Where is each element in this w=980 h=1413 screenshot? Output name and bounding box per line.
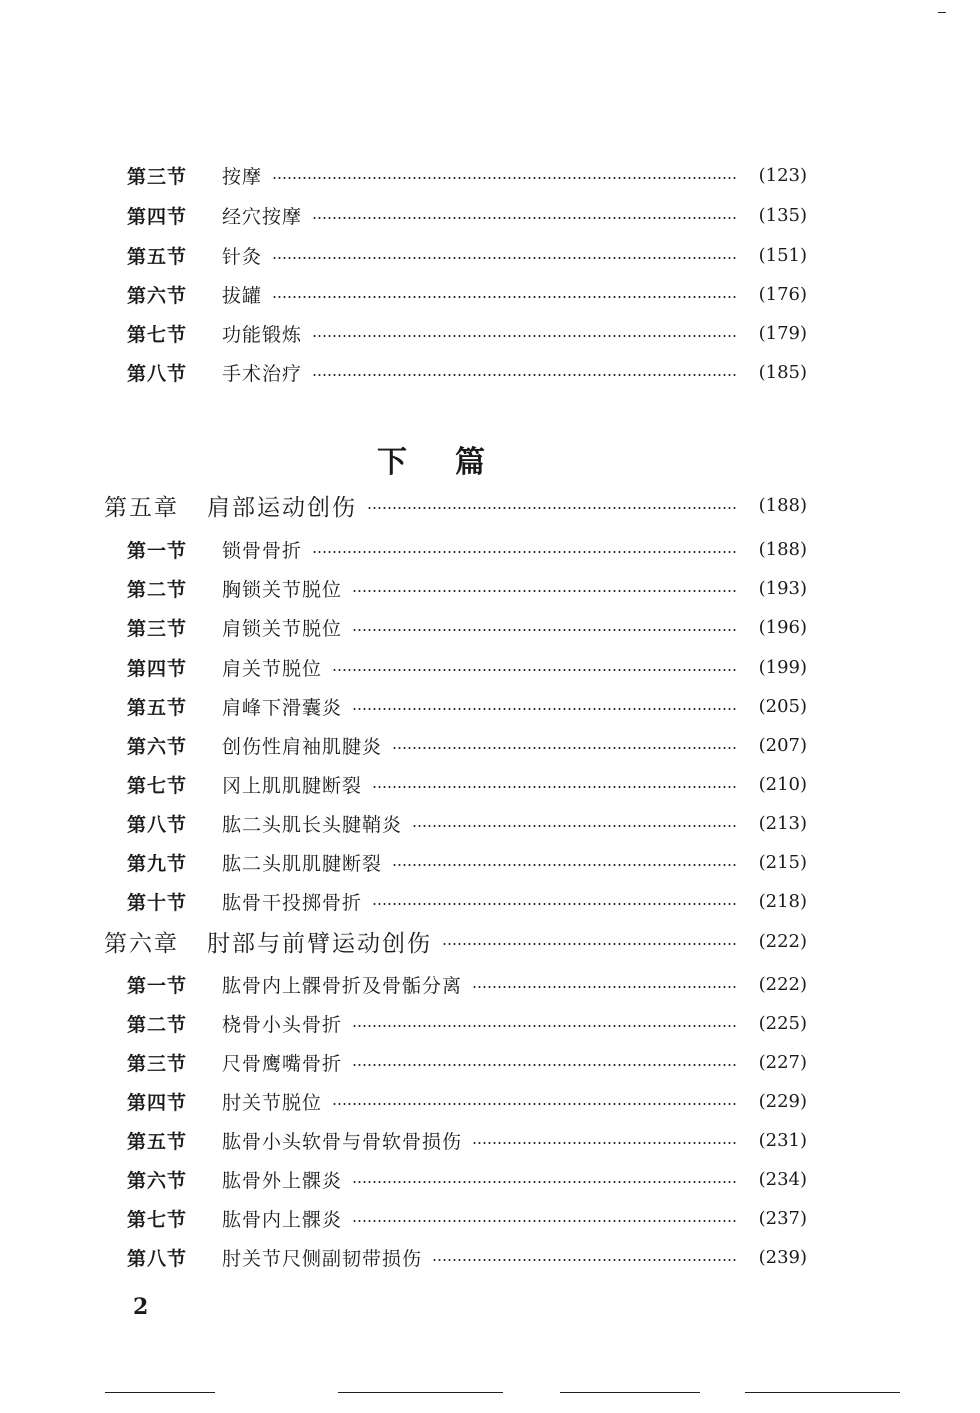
dot-leader bbox=[272, 296, 737, 298]
dot-leader bbox=[272, 177, 737, 179]
page-ref: (225) bbox=[758, 1012, 807, 1034]
dot-leader bbox=[352, 590, 737, 592]
dot-leader bbox=[392, 747, 737, 749]
chapter-entry[interactable] bbox=[104, 490, 807, 520]
section-title: 冈上肌肌腱断裂 bbox=[222, 774, 363, 797]
toc-entry[interactable] bbox=[127, 573, 807, 603]
toc-entry[interactable] bbox=[127, 730, 807, 760]
toc-entry[interactable] bbox=[127, 1203, 807, 1233]
page-ref: (188) bbox=[758, 494, 807, 516]
toc-entry[interactable] bbox=[127, 652, 807, 682]
page-ref: (222) bbox=[758, 930, 807, 952]
section-title: 手术治疗 bbox=[222, 362, 303, 385]
scan-edge-mark bbox=[745, 1392, 900, 1393]
scan-edge-mark bbox=[338, 1392, 503, 1393]
page-ref: (123) bbox=[758, 164, 807, 186]
section-title: 肱骨小头软骨与骨软骨损伤 bbox=[222, 1130, 463, 1153]
dot-leader bbox=[442, 943, 737, 945]
toc-entry[interactable] bbox=[127, 1164, 807, 1194]
page-number: 2 bbox=[133, 1294, 149, 1320]
dot-leader bbox=[352, 1220, 737, 1222]
section-title: 肘关节脱位 bbox=[222, 1091, 323, 1114]
page-ref: (176) bbox=[758, 283, 807, 305]
page-ref: (196) bbox=[758, 616, 807, 638]
dot-leader bbox=[392, 864, 737, 866]
section-number: 第一节 bbox=[127, 974, 188, 997]
page-ref: (199) bbox=[758, 656, 807, 678]
section-number: 第二节 bbox=[127, 578, 188, 601]
toc-entry[interactable] bbox=[127, 357, 807, 387]
section-number: 第七节 bbox=[127, 774, 188, 797]
toc-entry[interactable] bbox=[127, 1242, 807, 1272]
section-title: 肩峰下滑囊炎 bbox=[222, 696, 343, 719]
toc-entry[interactable] bbox=[127, 200, 807, 230]
section-number: 第六节 bbox=[127, 735, 188, 758]
section-number: 第五节 bbox=[127, 245, 188, 268]
section-title: 针灸 bbox=[222, 245, 263, 268]
dot-leader bbox=[332, 669, 737, 671]
dot-leader bbox=[372, 903, 737, 905]
section-number: 第六节 bbox=[127, 284, 188, 307]
dot-leader bbox=[352, 1025, 737, 1027]
scan-edge-mark bbox=[938, 12, 946, 13]
section-number: 第三节 bbox=[127, 617, 188, 640]
section-title: 肱骨干投掷骨折 bbox=[222, 891, 363, 914]
section-title: 功能锻炼 bbox=[222, 323, 303, 346]
section-title: 拔罐 bbox=[222, 284, 263, 307]
dot-leader bbox=[367, 507, 737, 509]
chapter-entry[interactable] bbox=[104, 926, 807, 956]
dot-leader bbox=[472, 1142, 737, 1144]
page-ref: (185) bbox=[758, 361, 807, 383]
section-title: 肩锁关节脱位 bbox=[222, 617, 343, 640]
dot-leader bbox=[312, 374, 737, 376]
chapter-number: 第五章 bbox=[104, 494, 179, 521]
section-title: 经穴按摩 bbox=[222, 205, 303, 228]
section-title: 桡骨小头骨折 bbox=[222, 1013, 343, 1036]
toc-entry[interactable] bbox=[127, 808, 807, 838]
section-title: 肘关节尺侧副韧带损伤 bbox=[222, 1247, 423, 1270]
toc-entry[interactable] bbox=[127, 534, 807, 564]
section-number: 第四节 bbox=[127, 657, 188, 680]
chapter-title: 肘部与前臂运动创伤 bbox=[207, 930, 432, 957]
dot-leader bbox=[312, 551, 737, 553]
page-ref: (234) bbox=[758, 1168, 807, 1190]
section-number: 第七节 bbox=[127, 1208, 188, 1231]
toc-entry[interactable] bbox=[127, 1047, 807, 1077]
section-title: 肱二头肌肌腱断裂 bbox=[222, 852, 383, 875]
page-ref: (188) bbox=[758, 538, 807, 560]
section-title: 创伤性肩袖肌腱炎 bbox=[222, 735, 383, 758]
toc-entry[interactable] bbox=[127, 847, 807, 877]
section-number: 第十节 bbox=[127, 891, 188, 914]
dot-leader bbox=[272, 257, 737, 259]
toc-entry[interactable] bbox=[127, 160, 807, 190]
section-number: 第三节 bbox=[127, 165, 188, 188]
dot-leader bbox=[372, 786, 737, 788]
part-title: 下篇 bbox=[377, 445, 533, 480]
page-ref: (151) bbox=[758, 244, 807, 266]
section-number: 第八节 bbox=[127, 362, 188, 385]
dot-leader bbox=[312, 217, 737, 219]
section-number: 第一节 bbox=[127, 539, 188, 562]
dot-leader bbox=[352, 1181, 737, 1183]
page-ref: (231) bbox=[758, 1129, 807, 1151]
page-ref: (207) bbox=[758, 734, 807, 756]
section-title: 肱二头肌长头腱鞘炎 bbox=[222, 813, 403, 836]
dot-leader bbox=[312, 335, 737, 337]
toc-entry[interactable] bbox=[127, 691, 807, 721]
section-title: 肱骨内上髁骨折及骨骺分离 bbox=[222, 974, 463, 997]
section-number: 第七节 bbox=[127, 323, 188, 346]
dot-leader bbox=[472, 986, 737, 988]
toc-entry[interactable] bbox=[127, 1125, 807, 1155]
toc-entry[interactable] bbox=[127, 969, 807, 999]
dot-leader bbox=[332, 1103, 737, 1105]
section-number: 第五节 bbox=[127, 696, 188, 719]
page-ref: (227) bbox=[758, 1051, 807, 1073]
toc-entry[interactable] bbox=[127, 886, 807, 916]
toc-entry[interactable] bbox=[127, 240, 807, 270]
page-ref: (229) bbox=[758, 1090, 807, 1112]
page-ref: (239) bbox=[758, 1246, 807, 1268]
chapter-title: 肩部运动创伤 bbox=[207, 494, 357, 521]
scan-edge-mark bbox=[105, 1392, 215, 1393]
section-number: 第六节 bbox=[127, 1169, 188, 1192]
page-ref: (179) bbox=[758, 322, 807, 344]
section-title: 肱骨外上髁炎 bbox=[222, 1169, 343, 1192]
toc-entry[interactable] bbox=[127, 1008, 807, 1038]
section-number: 第四节 bbox=[127, 1091, 188, 1114]
section-number: 第二节 bbox=[127, 1013, 188, 1036]
page-ref: (205) bbox=[758, 695, 807, 717]
page-ref: (222) bbox=[758, 973, 807, 995]
dot-leader bbox=[352, 629, 737, 631]
section-number: 第四节 bbox=[127, 205, 188, 228]
page-ref: (215) bbox=[758, 851, 807, 873]
toc-entry[interactable] bbox=[127, 769, 807, 799]
page-ref: (193) bbox=[758, 577, 807, 599]
section-title: 肩关节脱位 bbox=[222, 657, 323, 680]
dot-leader bbox=[412, 825, 737, 827]
section-title: 按摩 bbox=[222, 165, 263, 188]
page-ref: (135) bbox=[758, 204, 807, 226]
toc-entry[interactable] bbox=[127, 279, 807, 309]
chapter-number: 第六章 bbox=[104, 930, 179, 957]
section-number: 第八节 bbox=[127, 813, 188, 836]
page-ref: (218) bbox=[758, 890, 807, 912]
toc-entry[interactable] bbox=[127, 318, 807, 348]
section-title: 锁骨骨折 bbox=[222, 539, 303, 562]
dot-leader bbox=[352, 1064, 737, 1066]
section-number: 第五节 bbox=[127, 1130, 188, 1153]
section-title: 胸锁关节脱位 bbox=[222, 578, 343, 601]
toc-entry[interactable] bbox=[127, 1086, 807, 1116]
page-ref: (237) bbox=[758, 1207, 807, 1229]
section-number: 第八节 bbox=[127, 1247, 188, 1270]
scan-edge-mark bbox=[560, 1392, 700, 1393]
dot-leader bbox=[432, 1259, 737, 1261]
toc-entry[interactable] bbox=[127, 612, 807, 642]
section-number: 第三节 bbox=[127, 1052, 188, 1075]
section-title: 肱骨内上髁炎 bbox=[222, 1208, 343, 1231]
page-ref: (210) bbox=[758, 773, 807, 795]
section-title: 尺骨鹰嘴骨折 bbox=[222, 1052, 343, 1075]
section-number: 第九节 bbox=[127, 852, 188, 875]
page-ref: (213) bbox=[758, 812, 807, 834]
dot-leader bbox=[352, 708, 737, 710]
